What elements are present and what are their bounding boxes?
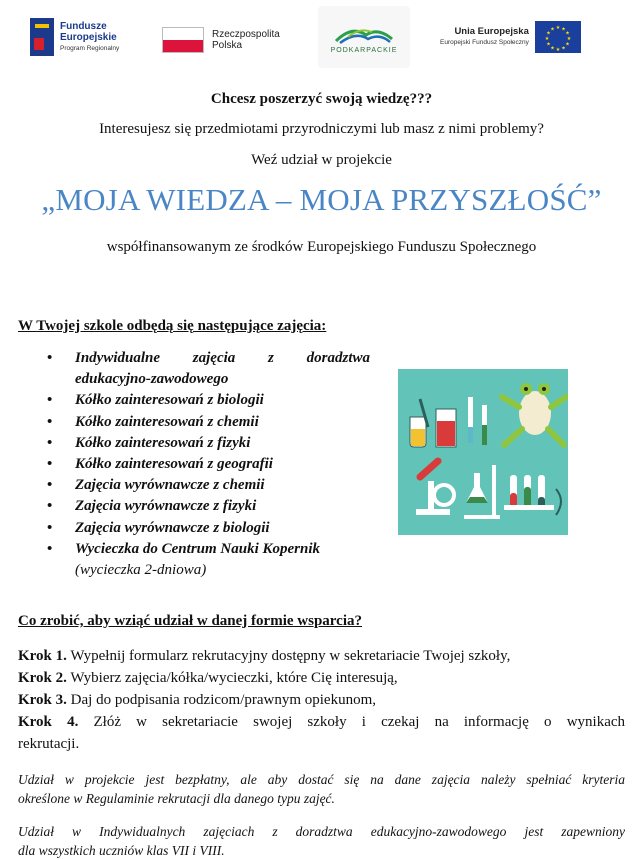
svg-text:★: ★ (561, 26, 566, 33)
intro-invite: Weź udział w projekcie (251, 152, 392, 168)
step-text: Wybierz zajęcia/kółka/wycieczki, które Cię interesują, (70, 670, 398, 686)
svg-text:★: ★ (555, 47, 561, 53)
courses-heading: W Twojej szkole odbędą się następujące zajęcia: (18, 318, 327, 334)
step-label: Krok 2. (18, 670, 67, 686)
bullet: • (47, 540, 53, 557)
courses-list (47, 348, 370, 581)
svg-text:★: ★ (546, 41, 551, 48)
fee-note-line1: Udział w projekcie jest bezpłatny, ale aby dostać się na dane zajęcia należy spełniać kryteria (18, 772, 625, 787)
svg-text:★: ★ (565, 41, 570, 48)
rzeczpospolita-line1: Rzeczpospolita (212, 29, 280, 40)
podkarpackie-name: PODKARPACKIE (330, 46, 398, 54)
fundusze-line1: Fundusze (60, 20, 107, 32)
list-item (47, 348, 370, 390)
cofinanced-note: współfinansowanym ze środków Europejskiego Funduszu Społecznego (106, 239, 537, 255)
svg-text:★: ★ (550, 26, 555, 33)
course-label: Zajęcia wyrównawcze z chemii (75, 477, 265, 494)
science-illustration (398, 369, 568, 535)
ue-line2: Europejski Fundusz Społeczny (440, 39, 529, 46)
step-label: Krok 1. (18, 648, 67, 664)
fee-note (18, 770, 625, 808)
step-item (18, 667, 625, 689)
step-label: Krok 4. (18, 714, 79, 730)
rzeczpospolita-logo (162, 27, 280, 53)
course-label: Indywidualne zajęcia z doradztwa (75, 350, 370, 366)
svg-text:★: ★ (550, 45, 555, 52)
bullet: • (47, 413, 53, 430)
step-label: Krok 3. (18, 692, 67, 708)
intro-question: Chcesz poszerzyć swoją wiedzę??? (210, 91, 433, 107)
steps-list (18, 645, 625, 755)
project-title: „MOJA WIEDZA – MOJA PRZYSZŁOŚĆ” (41, 182, 602, 217)
list-item (47, 412, 370, 433)
step-text: Złóż w sekretariacie swojej szkoły i czekaj na informację o wynikach (93, 714, 626, 730)
step-text: Wypełnij formularz rekrutacyjny dostępny w sekretariacie Twojej szkoły, (70, 648, 511, 664)
svg-text:★: ★ (566, 36, 572, 42)
bullet: • (47, 519, 53, 536)
counseling-note-line2: dla wszystkich uczniów klas VII i VIII. (18, 843, 225, 858)
step-text: Daj do podpisania rodzicom/prawnym opiekunom, (70, 692, 377, 708)
fundusze-europejskie-logo (30, 18, 119, 56)
list-item (47, 518, 370, 539)
course-label-line2: edukacyjno-zawodowego (75, 371, 229, 388)
counseling-note (18, 822, 625, 860)
list-item (47, 390, 370, 411)
course-label: Kółko zainteresowań z biologii (75, 392, 264, 409)
list-item (47, 475, 370, 496)
ue-line1: Unia Europejska (454, 26, 529, 37)
bullet: • (47, 477, 53, 494)
unia-europejska-logo (440, 21, 581, 53)
rzeczpospolita-line2: Polska (212, 40, 243, 51)
course-label: Kółko zainteresowań z chemii (75, 413, 259, 430)
fee-note-line2: określone w Regulaminie rekrutacji dla danego typu zajęć. (18, 791, 335, 806)
svg-text:★: ★ (561, 45, 566, 52)
list-item (47, 433, 370, 454)
svg-text:★: ★ (555, 25, 561, 31)
red-beaker-icon (436, 409, 456, 447)
svg-text:★: ★ (565, 30, 570, 37)
svg-text:★: ★ (546, 30, 551, 37)
course-label: Zajęcia wyrównawcze z fizyki (75, 498, 257, 515)
podkarpackie-logo (318, 6, 410, 68)
course-label: Wycieczka do Centrum Nauki Kopernik (75, 540, 321, 557)
bullet: • (47, 456, 53, 473)
intro-interest: Interesujesz się przedmiotami przyrodniczymi lub masz z nimi problemy? (99, 121, 544, 137)
fundusze-mark-icon (30, 18, 54, 56)
course-label-line2: (wycieczka 2-dniowa) (75, 562, 207, 579)
poland-flag-icon (162, 27, 204, 53)
course-label: Zajęcia wyrównawcze z biologii (75, 519, 270, 536)
step-item (18, 689, 625, 711)
list-item (47, 454, 370, 475)
step-item-continuation: rekrutacji. (18, 736, 80, 752)
list-item (47, 496, 370, 517)
counseling-note-line1: Udział w Indywidualnych zajęciach z doradztwa edukacyjno-zawodowego jest zapewniony (18, 824, 625, 839)
step-item (18, 711, 625, 733)
podkarpackie-hills-icon (334, 21, 394, 45)
course-label: Kółko zainteresowań z geografii (75, 456, 273, 473)
fundusze-line3: Program Regionalny (60, 44, 120, 52)
fundusze-line2: Europejskie (60, 31, 117, 43)
svg-text:★: ★ (544, 36, 550, 42)
course-label: Kółko zainteresowań z fizyki (75, 434, 251, 451)
beaker-icon (410, 417, 426, 447)
bullet: • (47, 498, 53, 515)
bullet: • (47, 392, 53, 409)
step-item (18, 645, 625, 667)
bullet: • (47, 434, 53, 451)
eu-flag-icon (535, 21, 581, 53)
support-heading: Co zrobić, aby wziąć udział w danej formie wsparcia? (18, 613, 362, 629)
list-item (47, 539, 370, 581)
bullet: • (47, 350, 53, 366)
logo-bar (0, 0, 643, 72)
